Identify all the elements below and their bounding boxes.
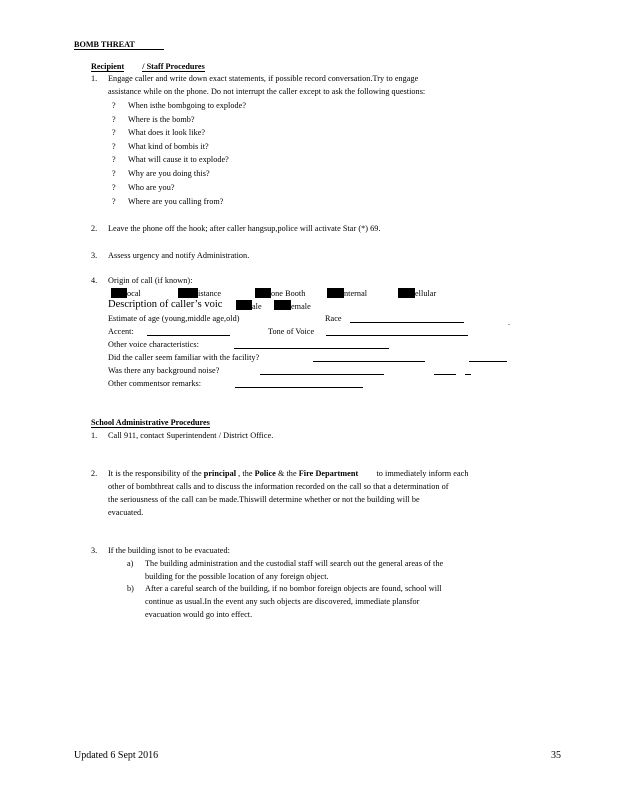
school-item2-line1-a: It is the responsibility of the <box>108 469 202 478</box>
background-field-extra2[interactable] <box>465 374 471 375</box>
origin-phonebooth-label: one Booth <box>271 289 306 298</box>
school-item2-line1-c: to immediately inform each <box>376 469 469 478</box>
sub-b-line1: After a careful search of the building, if no bombor foreign objects are found, school will <box>145 584 442 593</box>
page-number: 35 <box>551 750 561 761</box>
school-item3-text: If the building isnot to be evacuated: <box>108 546 230 555</box>
origin-cellular-checkbox[interactable] <box>398 288 415 298</box>
question-mark: ? <box>112 142 116 151</box>
recipient-heading-a: Recipient <box>91 62 125 71</box>
tone-field[interactable] <box>326 335 468 336</box>
other-voice-label: Other voice characteristics: <box>108 340 199 349</box>
familiar-field[interactable] <box>313 361 425 362</box>
other-voice-field[interactable] <box>234 348 389 349</box>
origin-cellular-label: ellular <box>415 289 437 298</box>
school-item2-amp: & the <box>277 469 297 478</box>
question-mark: ? <box>112 197 116 206</box>
sub-b-line2: continue as usual.In the event any such objects are discovered, immediate plansfor <box>145 597 420 606</box>
footer-updated: Updated 6 Sept 2016 <box>74 750 159 761</box>
familiar-field-extra[interactable] <box>469 361 507 362</box>
school-item1-number: 1. <box>91 431 98 440</box>
question-item: Who are you? <box>128 183 175 192</box>
question-mark: ? <box>112 101 116 110</box>
school-item2-line4: evacuated. <box>108 508 144 517</box>
question-item: What kind of bombis it? <box>128 142 209 151</box>
accent-field[interactable] <box>147 335 230 336</box>
recipient-heading <box>91 62 205 71</box>
question-mark: ? <box>112 183 116 192</box>
school-item2-line1-b: , the <box>238 469 253 478</box>
question-mark: ? <box>112 169 116 178</box>
item2-number: 2. <box>91 224 98 233</box>
sub-a-line1: The building administration and the custodial staff will search out the general areas of the <box>145 559 444 568</box>
gender-male-label: ale <box>252 302 262 311</box>
tone-label: Tone of Voice <box>268 327 315 336</box>
question-item: What does it look like? <box>128 128 206 137</box>
origin-phonebooth-checkbox[interactable] <box>255 288 271 298</box>
document-title: BOMB THREAT <box>74 40 164 50</box>
police-text: Police <box>254 469 276 478</box>
question-item: When isthe bombgoing to explode? <box>128 101 247 110</box>
item3-number: 3. <box>91 251 98 260</box>
sub-a-label: a) <box>127 559 134 568</box>
stray-dot: . <box>508 318 511 327</box>
school-heading: School Administrative Procedures <box>91 418 210 427</box>
question-item: What will cause it to explode? <box>128 155 229 164</box>
item4-text: Origin of call (if known): <box>108 276 193 285</box>
sub-b-label: b) <box>127 584 134 593</box>
sub-a-line2: building for the possible location of any foreign object. <box>145 572 329 581</box>
comments-field[interactable] <box>235 387 363 388</box>
familiar-label: Did the caller seem familiar with the facility? <box>108 353 260 362</box>
item2-text: Leave the phone off the hook; after caller hangsup,police will activate Star (*) 69. <box>108 224 381 233</box>
school-item2-line3: the seriousness of the call can be made.Thiswill determine whether or not the building will be <box>108 495 420 504</box>
gender-female-checkbox[interactable] <box>274 300 291 310</box>
school-item3-number: 3. <box>91 546 98 555</box>
background-label: Was there any background noise? <box>108 366 220 375</box>
accent-label: Accent: <box>108 327 134 336</box>
race-field[interactable] <box>350 322 464 323</box>
sub-b-line3: evacuation would go into effect. <box>145 610 253 619</box>
origin-local-checkbox[interactable] <box>111 288 127 298</box>
question-mark: ? <box>112 155 116 164</box>
comments-label: Other commentsor remarks: <box>108 379 202 388</box>
origin-internal-checkbox[interactable] <box>327 288 344 298</box>
fire-department-text: Fire Department <box>298 469 359 478</box>
principal-text: principal <box>203 469 237 478</box>
item1-number: 1. <box>91 74 98 83</box>
race-label: Race <box>325 314 342 323</box>
background-field[interactable] <box>260 374 384 375</box>
item3-text: Assess urgency and notify Administration. <box>108 251 250 260</box>
recipient-heading-b: / Staff Procedures <box>142 62 205 71</box>
school-item2-line2: other of bombthreat calls and to discuss the information recorded on the call so that a determination of <box>108 482 449 491</box>
origin-distance-checkbox[interactable] <box>178 288 198 298</box>
question-item: Where are you calling from? <box>128 197 224 206</box>
item1-line1: Engage caller and write down exact statements, if possible record conversation.Try to engage <box>108 74 419 83</box>
question-item: Where is the bomb? <box>128 115 195 124</box>
gender-male-checkbox[interactable] <box>236 300 252 310</box>
gender-female-label: emale <box>291 302 311 311</box>
school-item2-number: 2. <box>91 469 98 478</box>
background-field-extra[interactable] <box>434 374 456 375</box>
question-mark: ? <box>112 128 116 137</box>
question-item: Why are you doing this? <box>128 169 210 178</box>
school-item1-text: Call 911, contact Superintendent / District Office. <box>108 431 274 440</box>
origin-distance-label: istance <box>198 289 222 298</box>
item4-number: 4. <box>91 276 98 285</box>
question-mark: ? <box>112 115 116 124</box>
age-estimate-label: Estimate of age (young,middle age,old) <box>108 314 240 323</box>
origin-internal-label: nternal <box>344 289 368 298</box>
description-label: Description of caller’s voic <box>108 299 223 310</box>
school-item2-line1 <box>108 469 468 478</box>
item1-line2: assistance while on the phone. Do not interrupt the caller except to ask the following questions: <box>108 87 426 96</box>
origin-local-label: ocal <box>127 289 141 298</box>
